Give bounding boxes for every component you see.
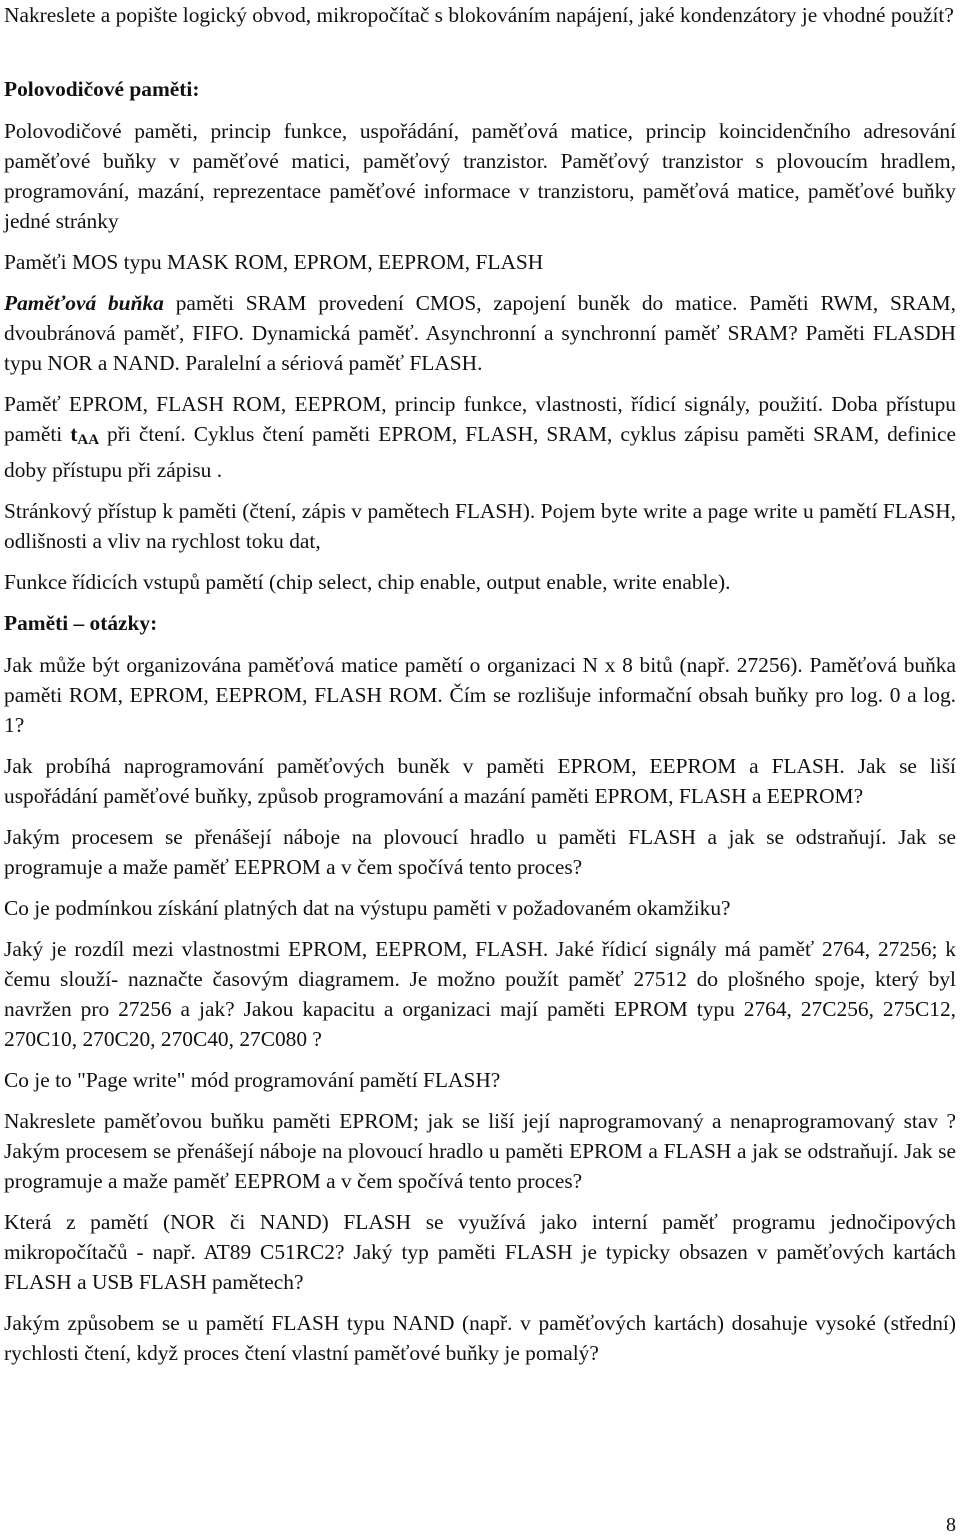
- document-page: [4, 0, 956, 1379]
- question-item: Co je podmínkou získání platných dat na výstupu paměti v požadovaném okamžiku?: [4, 896, 731, 920]
- topic-paragraph-eprom-text-before: Paměť EPROM, FLASH ROM, EEPROM, princip funkce, vlastnosti, řídicí signály, použití. Doba přístupu paměti: [4, 392, 956, 446]
- page-number: 8: [946, 1514, 956, 1536]
- topic-paragraph-eprom-flash: [4, 389, 956, 485]
- topic-paragraph-page-access: Stránkový přístup k paměti (čtení, zápis v pamětech FLASH). Pojem byte write a page write u pamětí FLASH, odlišnosti a vliv na rychlost toku dat,: [4, 499, 956, 553]
- topic-paragraph-control-inputs: Funkce řídicích vstupů pamětí (chip select, chip enable, output enable, write enable).: [4, 570, 731, 594]
- access-time-symbol: t: [70, 422, 78, 446]
- topic-paragraph-principles: Polovodičové paměti, princip funkce, uspořádání, paměťová matice, princip koincidenčního adresování paměťové buňky v paměťové matici, paměťový tranzistor. Paměťový tranzistor s plovoucím hradlem, programování, mazání, reprezentace paměťové informace v tranzistoru, paměťová matice, paměťové buňky jedné stránky: [4, 119, 956, 233]
- emphasis-memory-cell: Paměťová buňka: [4, 291, 164, 315]
- question-item: Jakým způsobem se u pamětí FLASH typu NAND (např. v paměťových kartách) dosahuje vysoké (střední) rychlosti čtení, když proces čtení vlastní paměťové buňky je pomalý?: [4, 1311, 956, 1365]
- section-heading-questions: Paměti – otázky:: [4, 611, 158, 635]
- question-item: Která z pamětí (NOR či NAND) FLASH se využívá jako interní paměť programu jednočipových mikropočítačů - např. AT89 C51RC2? Jaký typ paměti FLASH je typicky obsazen v paměťových kartách FLASH a USB FLASH pamětech?: [4, 1210, 956, 1294]
- topic-paragraph-mos-types: Paměťi MOS typu MASK ROM, EPROM, EEPROM, FLASH: [4, 250, 544, 274]
- access-time-subscript: AA: [77, 432, 100, 448]
- intro-question: Nakreslete a popište logický obvod, mikropočítač s blokováním napájení, jaké kondenzátory je vhodné použít?: [4, 3, 954, 27]
- question-item: Co je to "Page write" mód programování pamětí FLASH?: [4, 1068, 501, 1092]
- question-item: Jak probíhá naprogramování paměťových buněk v paměti EPROM, EEPROM a FLASH. Jak se liší uspořádání paměťové buňky, způsob programování a mazání paměti EPROM, FLASH a EEPROM?: [4, 754, 956, 808]
- question-item: Jak může být organizována paměťová matice pamětí o organizaci N x 8 bitů (např. 27256). Paměťová buňka paměti ROM, EPROM, EEPROM, FLASH ROM. Čím se rozlišuje informační obsah buňky pro log. 0 a log. 1?: [4, 653, 956, 737]
- question-item: Jakým procesem se přenášejí náboje na plovoucí hradlo u paměti FLASH a jak se odstraňují. Jak se programuje a maže paměť EEPROM a v čem spočívá tento proces?: [4, 825, 956, 879]
- question-item: Nakreslete paměťovou buňku paměti EPROM; jak se liší její naprogramovaný a nenaprogramovaný stav ? Jakým procesem se přenášejí náboje na plovoucí hradlo u paměti EPROM a FLASH a jak se odstraňují. Jak se programuje a maže paměť EEPROM a v čem spočívá tento proces?: [4, 1109, 956, 1193]
- topic-paragraph-eprom-text-after: při čtení. Cyklus čtení paměti EPROM, FLASH, SRAM, cyklus zápisu paměti SRAM, definice doby přístupu při zápisu .: [4, 422, 956, 482]
- topic-paragraph-sram-cell-text: paměti SRAM provedení CMOS, zapojení buněk do matice. Paměti RWM, SRAM, dvoubránová paměť, FIFO. Dynamická paměť. Asynchronní a synchronní paměť SRAM? Paměti FLASDH typu NOR a NAND. Paralelní a sériová paměť FLASH.: [4, 291, 956, 375]
- topic-paragraph-sram-cell: [4, 288, 956, 378]
- question-item: Jaký je rozdíl mezi vlastnostmi EPROM, EEPROM, FLASH. Jaké řídicí signály má paměť 2764, 27256; k čemu slouží- naznačte časovým diagramem. Je možno použít paměť 27512 do plošného spoje, který byl navržen pro 27256 a jak? Jakou kapacitu a organizaci mají paměti EPROM typu 2764, 27C256, 275C12, 270C10, 270C20, 270C40, 27C080 ?: [4, 937, 956, 1051]
- section-heading-semiconductor-memories: Polovodičové paměti:: [4, 77, 200, 101]
